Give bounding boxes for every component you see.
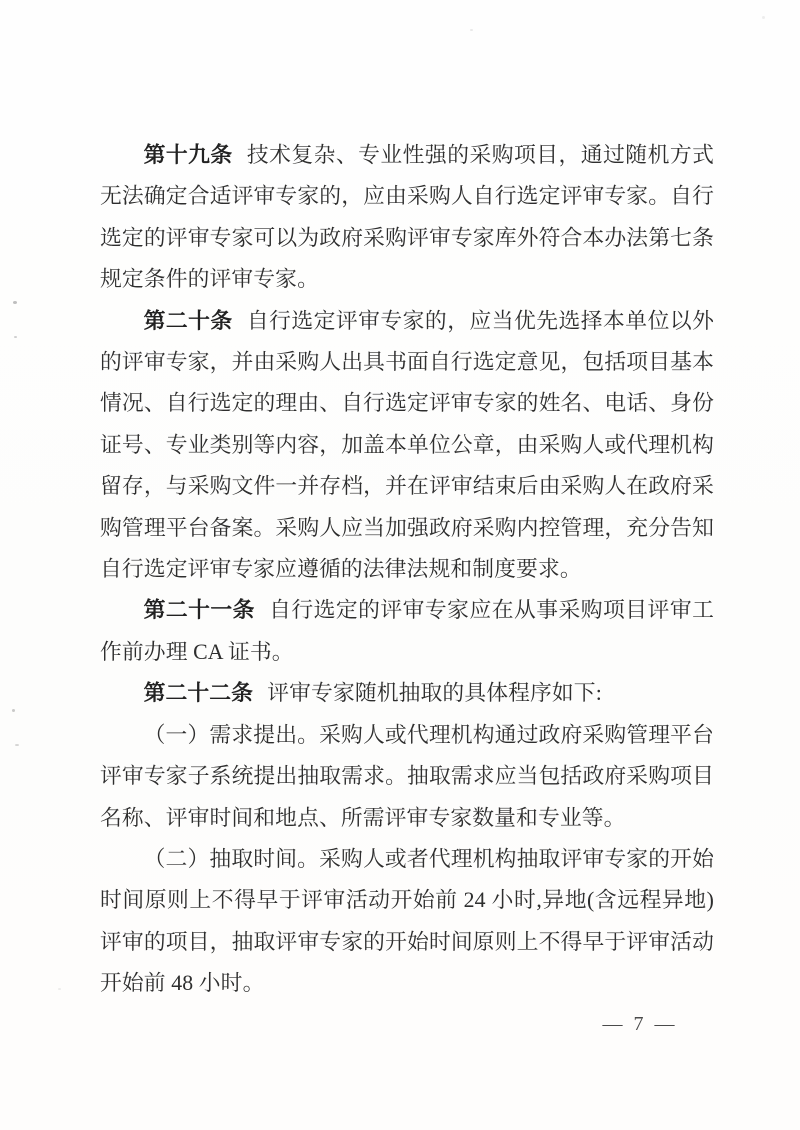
article-label: 第二十二条 [143,681,254,706]
scan-speckle [12,709,15,712]
article-label: 第二十一条 [143,598,255,623]
scan-speckle [13,301,17,304]
article-paragraph [100,715,714,839]
page-number: — 7 — [602,1013,678,1035]
article-label: （二） [143,846,210,871]
article-paragraph [100,135,714,301]
article-paragraph [100,839,714,1005]
article-text: 技术复杂、专业性强的采购项目，通过随机方式无法确定合适评审专家的，应由采购人自行选定评审专家。自行选定的评审专家可以为政府采购评审专家库外符合本办法第七条规定条件的评审专家。 [100,143,714,292]
scan-speckle [58,988,61,990]
article-label: 第二十条 [143,308,233,333]
scan-speckle [15,744,19,746]
article-label: （一） [143,722,210,747]
article-paragraph [100,673,714,714]
article-text: 自行选定的评审专家应在从事采购项目评审工作前办理 CA 证书。 [100,598,714,664]
document-body [100,135,714,1005]
article-label: 第十九条 [143,143,233,167]
article-text: 评审专家随机抽取的具体程序如下: [267,681,602,706]
article-text: 自行选定评审专家的，应当优先选择本单位以外的评审专家，并由采购人出具书面自行选定意见，包括项目基本情况、自行选定的理由、自行选定评审专家的姓名、电话、身份证号、专业类别等内容，加盖本单位公章，由采购人或代理机构留存，与采购文件一并存档，并在评审结束后由采购人在政府采购管理平台备案。采购人应当加强政府采购内控管理，充分告知自行选定评审专家应遵循的法律法规和制度要求。 [100,308,714,582]
article-text: 抽取时间。采购人或者代理机构抽取评审专家的开始时间原则上不得早于评审活动开始前 24 小时,异地(含远程异地)评审的项目，抽取评审专家的开始时间原则上不得早于评审活动开始前 48 小时。 [100,846,714,996]
article-paragraph [100,590,714,673]
scan-speckle [762,16,765,19]
scan-speckle [14,336,17,338]
article-paragraph [100,301,714,591]
scan-speckle [470,29,473,31]
article-text: 需求提出。采购人或代理机构通过政府采购管理平台评审专家子系统提出抽取需求。抽取需求应当包括政府采购项目名称、评审时间和地点、所需评审专家数量和专业等。 [100,722,714,830]
